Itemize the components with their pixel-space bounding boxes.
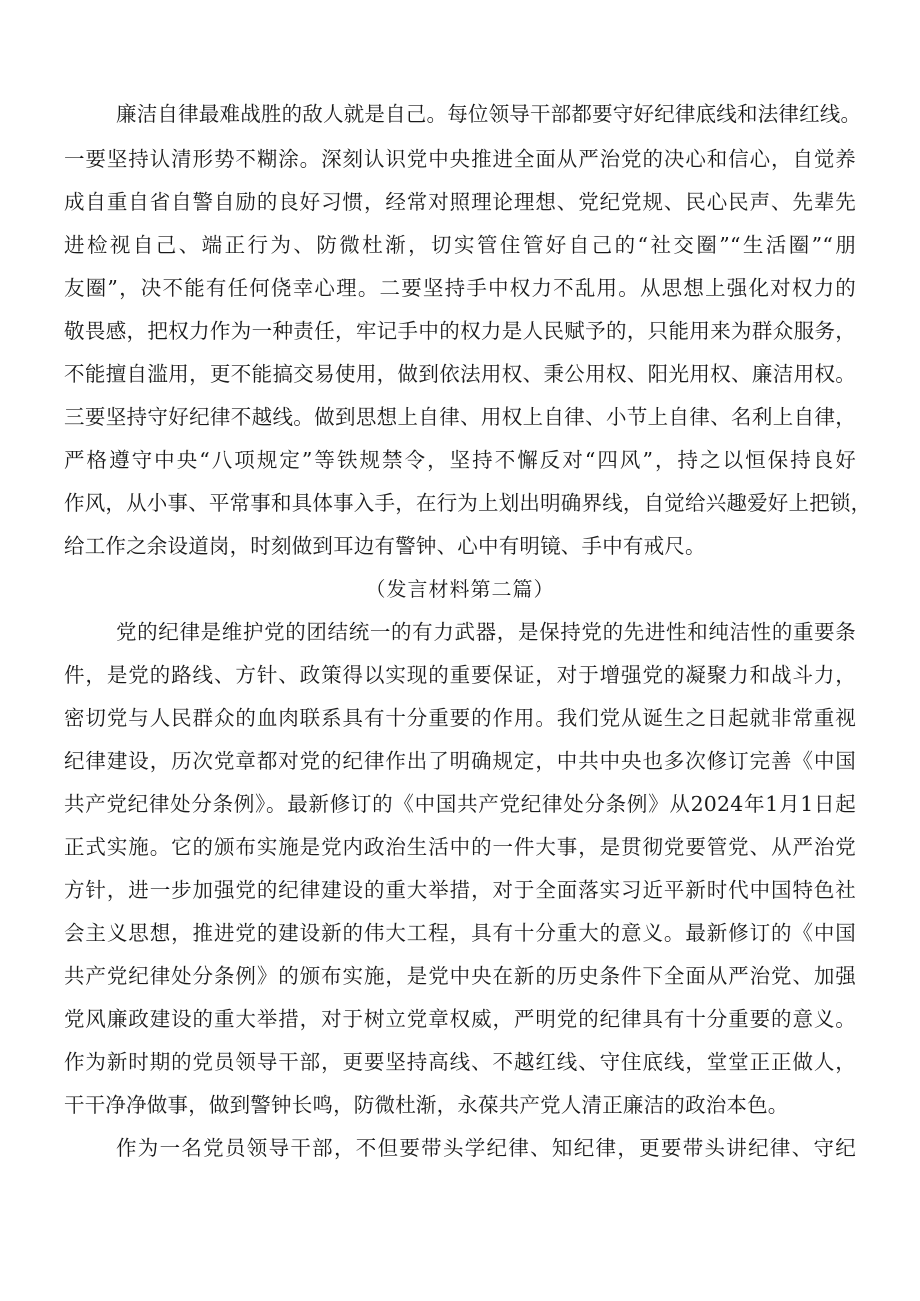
paragraph-1-line-3: 成自重自省自警自励的良好习惯，经常对照理论理想、党纪党规、民心民声、先辈先 bbox=[64, 190, 856, 214]
paragraph-1-line-1: 廉洁自律最难战胜的敌人就是自己。每位领导干部都要守好纪律底线和法律红线。 bbox=[116, 102, 862, 126]
paragraph-2-line-7: 方针，进一步加强党的纪律建设的重大举措，对于全面落实习近平新时代中国特色社 bbox=[64, 878, 856, 902]
paragraph-1-line-5: 友圈”，决不能有任何侥幸心理。二要坚持手中权力不乱用。从思想上强化对权力的 bbox=[64, 276, 856, 300]
paragraph-1-line-2: 一要坚持认清形势不糊涂。深刻认识党中央推进全面从严治党的决心和信心，自觉养 bbox=[64, 147, 856, 171]
paragraph-1-line-7: 不能擅自滥用，更不能搞交易使用，做到依法用权、秉公用权、阳光用权、廉洁用权。 bbox=[64, 362, 856, 386]
paragraph-1-line-10: 作风，从小事、平常事和具体事入手，在行为上划出明确界线，自觉给兴趣爱好上把锁， bbox=[64, 491, 872, 515]
paragraph-3-line-1: 作为一名党员领导干部，不但要带头学纪律、知纪律，更要带头讲纪律、守纪 bbox=[116, 1136, 856, 1160]
paragraph-2-line-1: 党的纪律是维护党的团结统一的有力武器，是保持党的先进性和纯洁性的重要条 bbox=[116, 620, 856, 644]
paragraph-2-line-6: 正式实施。它的颁布实施是党内政治生活中的一件大事，是贯彻党要管党、从严治党 bbox=[64, 835, 856, 859]
paragraph-1-line-8: 三要坚持守好纪律不越线。做到思想上自律、用权上自律、小节上自律、名利上自律， bbox=[64, 405, 856, 429]
paragraph-2-line-10: 党风廉政建设的重大举措，对于树立党章权威，严明党的纪律具有十分重要的意义。 bbox=[64, 1007, 856, 1031]
paragraph-1-line-9: 严格遵守中央“八项规定”等铁规禁令，坚持不懈反对“四风”，持之以恒保持良好 bbox=[64, 448, 856, 472]
paragraph-2-line-2: 件，是党的路线、方针、政策得以实现的重要保证，对于增强党的凝聚力和战斗力， bbox=[64, 663, 856, 687]
paragraph-2-line-9: 共产党纪律处分条例》的颁布实施，是党中央在新的历史条件下全面从严治党、加强 bbox=[64, 964, 856, 988]
section-title: （发言材料第二篇） bbox=[365, 577, 555, 601]
paragraph-2-line-11: 作为新时期的党员领导干部，更要坚持高线、不越红线、守住底线，堂堂正正做人， bbox=[64, 1050, 856, 1074]
paragraph-2-line-8: 会主义思想，推进党的建设新的伟大工程，具有十分重大的意义。最新修订的《中国 bbox=[64, 921, 856, 945]
paragraph-2-line-5: 共产党纪律处分条例》。最新修订的《中国共产党纪律处分条例》从2024年1月1日起 bbox=[64, 792, 856, 816]
paragraph-2-line-3: 密切党与人民群众的血肉联系具有十分重要的作用。我们党从诞生之日起就非常重视 bbox=[64, 706, 856, 730]
paragraph-2-line-12: 干干净净做事，做到警钟长鸣，防微杜渐，永葆共产党人清正廉洁的政治本色。 bbox=[64, 1093, 789, 1117]
paragraph-1-line-4: 进检视自己、端正行为、防微杜渐，切实管住管好自己的“社交圈”“生活圈”“朋 bbox=[64, 233, 856, 257]
paragraph-2-line-4: 纪律建设，历次党章都对党的纪律作出了明确规定，中共中央也多次修订完善《中国 bbox=[64, 749, 856, 773]
paragraph-1-line-11: 给工作之余设道岗，时刻做到耳边有警钟、心中有明镜、手中有戒尺。 bbox=[64, 534, 706, 558]
paragraph-1-line-6: 敬畏感，把权力作为一种责任，牢记手中的权力是人民赋予的，只能用来为群众服务， bbox=[64, 319, 856, 343]
